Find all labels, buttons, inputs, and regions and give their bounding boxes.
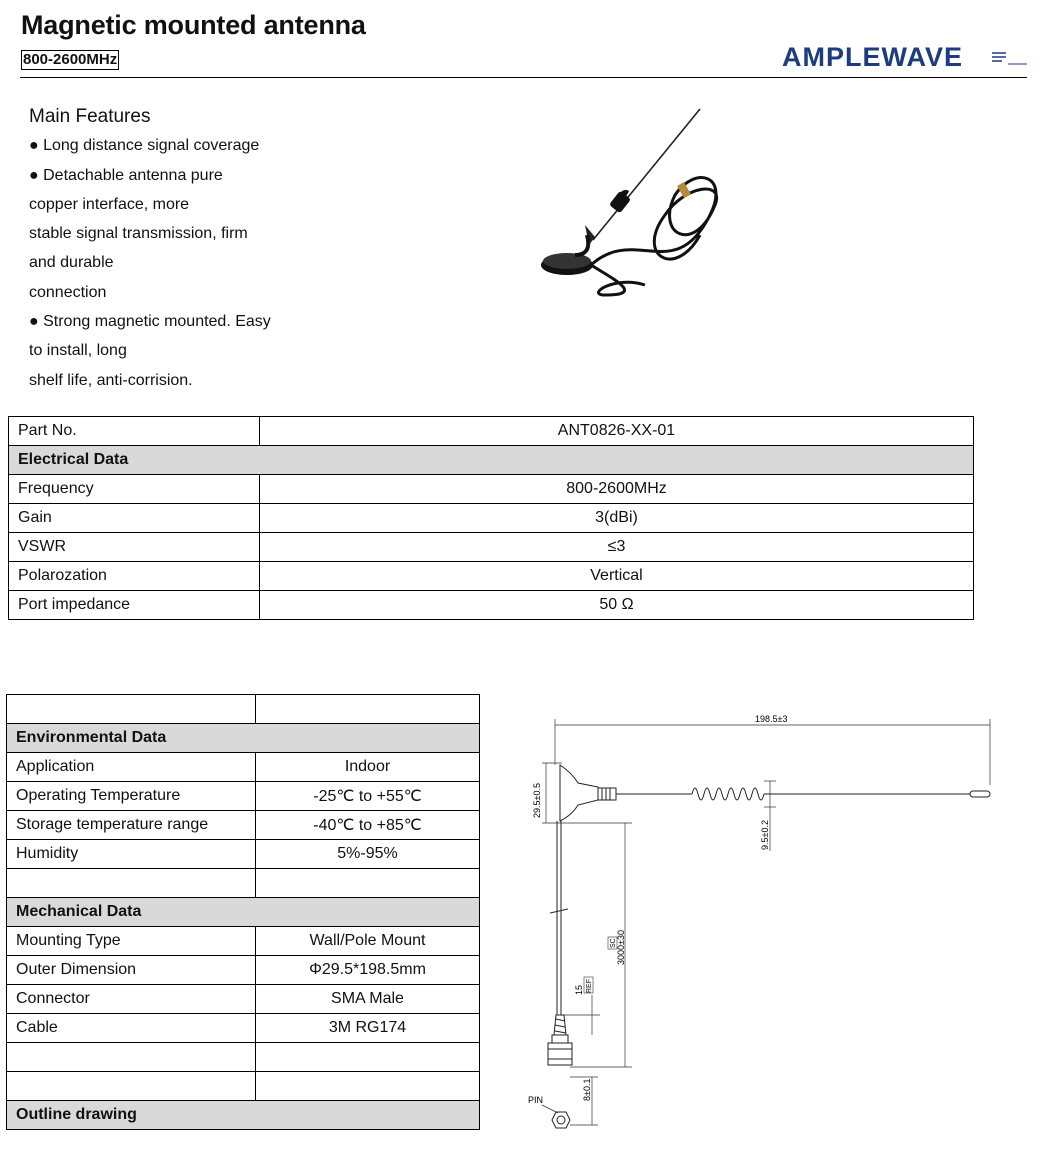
spec-value: -25℃ to +55℃ [256, 782, 480, 811]
dim-coil-label: 9.5±0.2 [760, 820, 770, 850]
table-row [7, 811, 480, 840]
empty-cell [7, 869, 256, 898]
empty-cell [256, 1072, 480, 1101]
spec-label: Port impedance [9, 591, 260, 620]
feature-line: ● Strong magnetic mounted. Easy [29, 313, 271, 331]
page-title: Magnetic mounted antenna [21, 10, 366, 40]
spec-label: Operating Temperature [7, 782, 256, 811]
spec-label: Storage temperature range [7, 811, 256, 840]
table-row [9, 591, 974, 620]
table-row [7, 753, 480, 782]
main-features [29, 102, 309, 395]
table-row [7, 695, 480, 724]
environmental-mechanical-table [6, 694, 480, 1130]
brand-logo: AMPLEWAVE [782, 42, 964, 72]
section-title: Outline drawing [7, 1101, 480, 1130]
spec-value: 50 Ω [260, 591, 974, 620]
feature-line: and durable [29, 254, 114, 272]
spec-value: 800-2600MHz [260, 475, 974, 504]
table-row [9, 562, 974, 591]
spec-label: Outer Dimension [7, 956, 256, 985]
spec-value: 3(dBi) [260, 504, 974, 533]
spec-label: Part No. [9, 417, 260, 446]
dim-strip-label: 15 [574, 984, 584, 995]
spec-value: Φ29.5*198.5mm [256, 956, 480, 985]
table-row [9, 475, 974, 504]
spec-value: ≤3 [260, 533, 974, 562]
table-row [9, 504, 974, 533]
spec-value: -40℃ to +85℃ [256, 811, 480, 840]
empty-cell [7, 1072, 256, 1101]
feature-line: connection [29, 283, 107, 301]
spec-value: Wall/Pole Mount [256, 927, 480, 956]
feature-line: ● Long distance signal coverage [29, 137, 260, 155]
pin-label: PIN [528, 1095, 544, 1105]
spec-label: Cable [7, 1014, 256, 1043]
spec-label: Application [7, 753, 256, 782]
dim-strip-tag: REF [586, 979, 593, 993]
section-header [9, 446, 974, 475]
spec-label: Humidity [7, 840, 256, 869]
section-header [7, 898, 480, 927]
feature-line: stable signal transmission, firm [29, 225, 248, 243]
spec-value: Indoor [256, 753, 480, 782]
section-title: Environmental Data [7, 724, 480, 753]
spec-value: Vertical [260, 562, 974, 591]
table-row [9, 417, 974, 446]
dim-cable-tag: SC [610, 938, 617, 948]
spec-label: Gain [9, 504, 260, 533]
spec-value: 5%-95% [256, 840, 480, 869]
spec-value: SMA Male [256, 985, 480, 1014]
dim-cable-label: 3000±30 [616, 930, 626, 965]
outline-drawing [520, 705, 1000, 1145]
empty-cell [256, 869, 480, 898]
feature-line: to install, long [29, 342, 127, 360]
table-row [7, 840, 480, 869]
dim-base-label: 29.5±0.5 [532, 783, 542, 818]
electrical-spec-table [8, 416, 974, 620]
dim-pin-label: 8±0.1 [582, 1078, 592, 1101]
spec-label: Polarozation [9, 562, 260, 591]
table-row [7, 782, 480, 811]
frequency-subtitle: 800-2600MHz [23, 51, 118, 68]
table-row [7, 985, 480, 1014]
feature-line: shelf life, anti-corrision. [29, 371, 193, 389]
spec-label: VSWR [9, 533, 260, 562]
dim-length-label: 198.5±3 [755, 714, 788, 724]
section-title: Electrical Data [9, 446, 974, 475]
features-heading: Main Features [29, 106, 151, 127]
section-title: Mechanical Data [7, 898, 480, 927]
spec-label: Frequency [9, 475, 260, 504]
spec-label: Mounting Type [7, 927, 256, 956]
empty-cell [7, 1043, 256, 1072]
spec-value: 3M RG174 [256, 1014, 480, 1043]
table-row [7, 956, 480, 985]
table-row [7, 1014, 480, 1043]
table-row [7, 927, 480, 956]
logo-waves-icon [992, 50, 1028, 70]
table-row [7, 869, 480, 898]
spec-label: Connector [7, 985, 256, 1014]
table-row [9, 533, 974, 562]
header-divider [20, 77, 1027, 78]
table-row [7, 1072, 480, 1101]
section-header [7, 1101, 480, 1130]
table-row [7, 1043, 480, 1072]
feature-line: ● Detachable antenna pure [29, 166, 223, 184]
empty-cell [256, 1043, 480, 1072]
feature-line: copper interface, more [29, 195, 190, 213]
section-header [7, 724, 480, 753]
spec-value: ANT0826-XX-01 [260, 417, 974, 446]
empty-cell [7, 695, 256, 724]
empty-cell [256, 695, 480, 724]
antenna-photo [525, 105, 735, 315]
